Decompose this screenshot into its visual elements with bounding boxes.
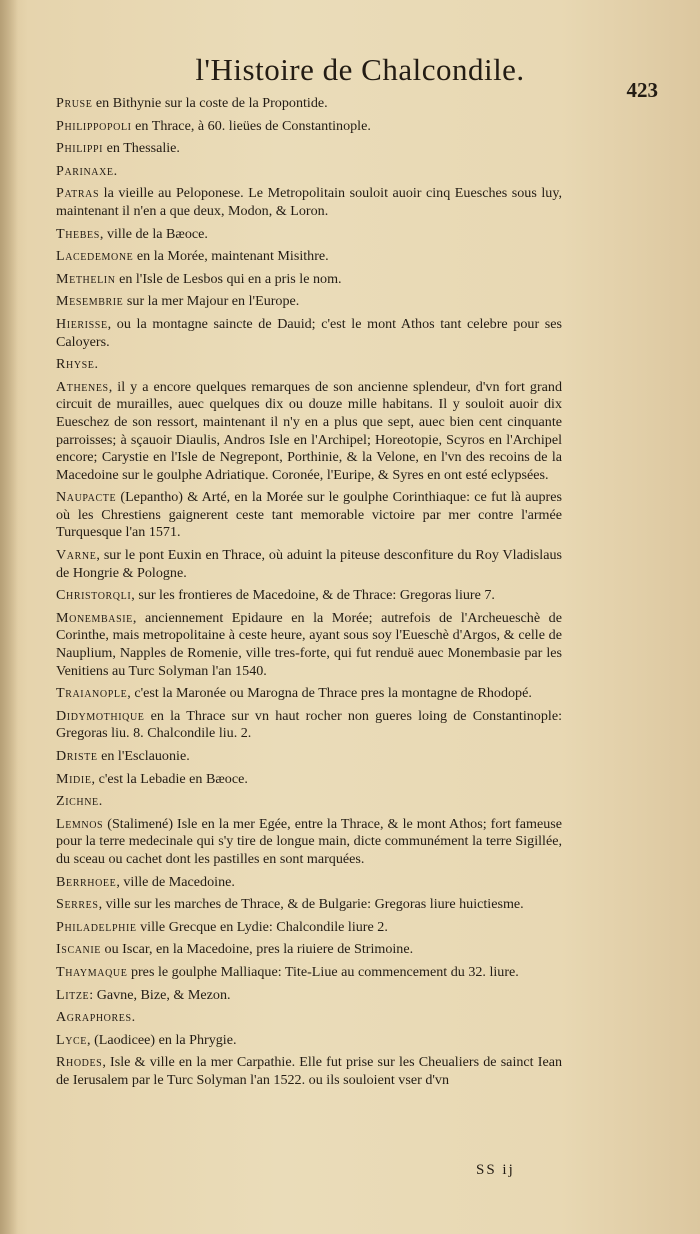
entry-description: la vieille au Peloponese. Le Metropolitain souloit auoir cinq Euesches sous luy, maintenant il n'en a que deux, Modon, & Loron. [56, 185, 562, 219]
gazetteer-entry [56, 1054, 562, 1089]
entry-term: Lacedemone [56, 248, 134, 265]
running-title: l'Histoire de Chalcondile. [195, 52, 525, 87]
gazetteer-entry [56, 748, 562, 766]
page-binding-shadow [0, 0, 18, 1234]
gazetteer-entry [56, 95, 562, 113]
entry-description: , il y a encore quelques remarques de son ancienne splendeur, d'vn fort grand circuit de murailles, auec quelques dix ou douze mille habitans. Il y souloit auoir dix Eueschez de son ressort, maintenant il n'y en a plus que sept, auec bien cent cinquante parroisses; à sçauoir Diaulis, Andros Isle en l'Archipel; Horeotopie, Scyros en l'Archipel encore; Carystie en l'Isle de Negrepont, Porthinie, & la Velone, en l'vn des recoins de la Macedoine sur le goulphe Adriatique. Coronée, l'Euripe, & Syres en ont esté eclypsées. [56, 378, 562, 483]
entry-description: , anciennement Epidaure en la Morée; autrefois de l'Archeueschè de Corinthe, mais metropolitaine à ceste heure, ayant sous soy l'Eueschè d'Argos, & celle de Nauplium, Napples de Romenie, ville tres-forte, qui fut renduë auec Monembasie par les Venitiens au Turc Solyman l'an 1540. [56, 609, 562, 679]
entry-description: en Thessalie. [103, 140, 180, 157]
gazetteer-entry [56, 163, 562, 181]
entry-description: , sur les frontieres de Macedoine, & de Thrace: Gregoras liure 7. [131, 587, 495, 604]
catchword-signature: SS ij [476, 1162, 515, 1178]
entry-term: Patras [56, 185, 100, 202]
gazetteer-entry [56, 610, 562, 680]
gazetteer-entry [56, 248, 562, 266]
entry-description: en Thrace, à 60. lieües de Constantinople. [131, 117, 371, 134]
entry-description: en la Thrace sur vn haut rocher non gueres loing de Constantinople: Gregoras liu. 8. Chalcondile liu. 2. [56, 707, 562, 742]
entry-description: ville Grecque en Lydie: Chalcondile liure 2. [136, 918, 388, 935]
entry-description: sur la mer Majour en l'Europe. [123, 293, 300, 310]
gazetteer-entry [56, 226, 562, 244]
entry-description: , c'est la Lebadie en Bæoce. [91, 770, 248, 787]
entry-term: Agraphores. [56, 1009, 136, 1026]
entry-term: Rhodes [56, 1054, 103, 1071]
entry-term: Varne [56, 547, 97, 564]
entry-term: Naupacte [56, 489, 117, 506]
entry-term: Berrhoee [56, 873, 117, 890]
entry-description: en Bithynie sur la coste de la Propontide. [92, 95, 328, 111]
gazetteer-text [56, 95, 562, 1095]
entry-term: Midie [56, 770, 92, 787]
entry-description: , c'est la Maronée ou Marogna de Thrace pres la montagne de Rhodopé. [127, 685, 532, 702]
gazetteer-entry [56, 140, 562, 158]
entry-description: ou Iscar, en la Macedoine, pres la riuiere de Strimoine. [101, 941, 414, 958]
entry-description: en la Morée, maintenant Misithre. [133, 248, 329, 265]
gazetteer-entry [56, 547, 562, 582]
gazetteer-entry [56, 708, 562, 743]
gazetteer-entry [56, 185, 562, 220]
entry-term: Driste [56, 748, 98, 764]
gazetteer-entry [56, 874, 562, 892]
entry-term: Traianople [56, 685, 128, 702]
entry-description: , sur le pont Euxin en Thrace, où aduint la piteuse desconfiture du Roy Vladislaus de Hongrie & Pologne. [56, 547, 562, 581]
gazetteer-entry [56, 316, 562, 351]
page-number: 423 [626, 78, 658, 102]
gazetteer-entry [56, 293, 562, 311]
entry-term: Litze [56, 986, 90, 1003]
gazetteer-entry [56, 489, 562, 542]
entry-description: , ville de Macedoine. [116, 873, 235, 890]
entry-term: Philadelphie [56, 918, 137, 935]
entry-term: Lemnos [56, 815, 104, 832]
page-header [60, 52, 660, 102]
gazetteer-entry [56, 793, 562, 811]
gazetteer-entry [56, 816, 562, 869]
entry-description: : Gavne, Bize, & Mezon. [89, 986, 231, 1003]
entry-term: Hierisse [56, 315, 108, 332]
entry-term: Methelin [56, 270, 116, 287]
gazetteer-entry [56, 118, 562, 136]
entry-term: Mesembrie [56, 293, 124, 310]
entry-description: , ville sur les marches de Thrace, & de Bulgarie: Gregoras liure huictiesme. [98, 896, 524, 913]
entry-term: Thaymaque [56, 963, 128, 980]
entry-term: Monembasie [56, 609, 133, 626]
gazetteer-entry [56, 964, 562, 982]
gazetteer-entry [56, 941, 562, 959]
entry-description: (Stalimené) Isle en la mer Egée, entre la Thrace, & le mont Athos; fort fameuse pour la terre medecinale qui s'y tire de longue main, dicte communément la terre Sigillée, du sceau ou cachet dont les pastilles en sont marquées. [56, 815, 562, 867]
entry-description: en l'Esclauonie. [97, 748, 190, 764]
gazetteer-entry [56, 1032, 562, 1050]
gazetteer-entry [56, 271, 562, 289]
gazetteer-entry [56, 771, 562, 789]
entry-term: Thebes [56, 225, 100, 242]
entry-term: Christorqli [56, 587, 132, 604]
gazetteer-entry [56, 356, 562, 374]
entry-term: Didymothique [56, 707, 145, 724]
entry-description: , (Laodicee) en la Phrygie. [87, 1031, 237, 1048]
entry-term: Pruse [56, 95, 93, 111]
gazetteer-entry [56, 1009, 562, 1027]
entry-description: , Isle & ville en la mer Carpathie. Elle fut prise sur les Cheualiers de sainct Iean de Ierusalem par le Turc Solyman l'an 1522. ou ils souloient vser d'vn [56, 1054, 562, 1088]
gazetteer-entry [56, 987, 562, 1005]
gazetteer-entry [56, 685, 562, 703]
entry-term: Rhyse. [56, 356, 99, 373]
entry-term: Philippopoli [56, 117, 132, 134]
entry-term: Athenes [56, 378, 109, 395]
gazetteer-entry [56, 896, 562, 914]
entry-description: en l'Isle de Lesbos qui en a pris le nom. [115, 270, 342, 287]
entry-term: Iscanie [56, 941, 102, 958]
entry-description: pres le goulphe Malliaque: Tite-Liue au commencement du 32. liure. [127, 963, 519, 980]
entry-description: , ou la montagne saincte de Dauid; c'est le mont Athos tant celebre pour ses Caloyers. [56, 315, 562, 350]
entry-description: , ville de la Bæoce. [99, 225, 208, 242]
gazetteer-entry [56, 587, 562, 605]
entry-term: Parinaxe. [56, 162, 118, 179]
entry-term: Serres [56, 896, 99, 913]
entry-term: Philippi [56, 140, 104, 157]
gazetteer-entry [56, 919, 562, 937]
entry-term: Zichne. [56, 793, 103, 810]
entry-term: Lyce [56, 1031, 88, 1048]
entry-description: (Lepantho) & Arté, en la Morée sur le goulphe Corinthiaque: ce fut là aupres où les Chrestiens gaignerent ceste tant memorable victoire par mer contre l'armée Turquesque l'an 1571. [56, 489, 562, 541]
gazetteer-entry [56, 379, 562, 485]
